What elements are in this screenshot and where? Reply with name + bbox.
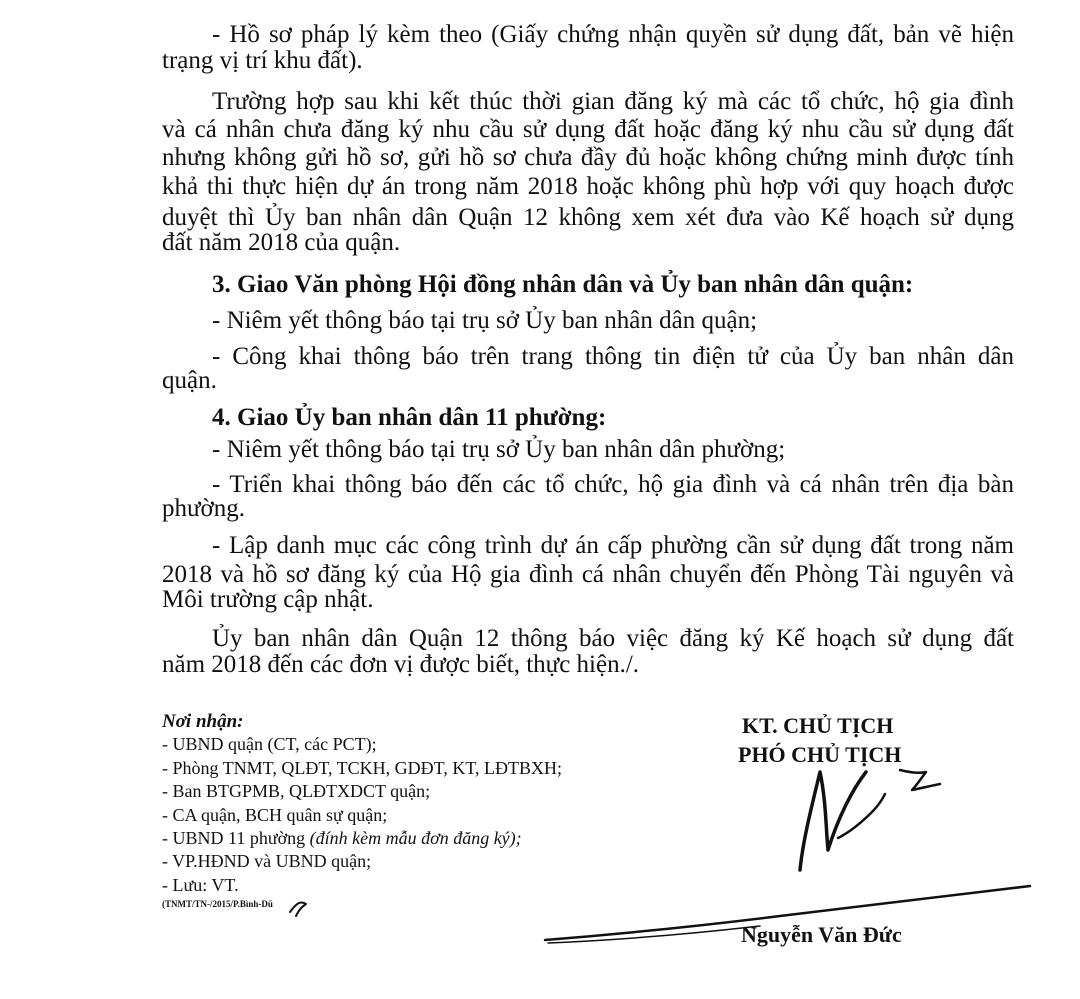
paragraph-line: và cá nhân chưa đăng ký nhu cầu sử dụng đất hoặc đăng ký nhu cầu sử dụng đất [162, 116, 1014, 143]
recipient-item: - UBND quận (CT, các PCT); [162, 734, 377, 755]
bullet-line: - Triển khai thông báo đến các tổ chức, hộ gia đình và cá nhân trên địa bàn [212, 471, 1014, 498]
bullet-line: - Niêm yết thông báo tại trụ sở Ủy ban nhân dân phường; [212, 436, 786, 463]
paragraph-line: duyệt thì Ủy ban nhân dân Quận 12 không xem xét đưa vào Kế hoạch sử dụng [162, 204, 1014, 231]
closing-line: Ủy ban nhân dân Quận 12 thông báo việc đăng ký Kế hoạch sử dụng đất [212, 625, 1014, 652]
closing-line: năm 2018 đến các đơn vị được biết, thực hiện./. [162, 651, 640, 678]
signature-title: KT. CHỦ TỊCH [742, 713, 894, 738]
recipient-item: - Lưu: VT. [162, 874, 239, 895]
recipient-item-text: - UBND 11 phường [162, 828, 310, 849]
bullet-line: - Lập danh mục các công trình dự án cấp phường cần sử dụng đất trong năm [212, 532, 1014, 559]
section-heading: 4. Giao Ủy ban nhân dân 11 phường: [212, 404, 607, 431]
bullet-line: 2018 và hồ sơ đăng ký của Hộ gia đình cá nhân chuyển đến Phòng Tài nguyên và [162, 561, 1014, 588]
paragraph-line: trạng vị trí khu đất). [162, 47, 363, 74]
paragraph-line: khả thi thực hiện dự án trong năm 2018 hoặc không phù hợp với quy hoạch được [162, 173, 1014, 200]
bullet-line: Môi trường cập nhật. [162, 586, 374, 613]
recipient-item: - Ban BTGPMB, QLĐTXDCT quận; [162, 781, 431, 802]
section-heading: 3. Giao Văn phòng Hội đồng nhân dân và Ủy ban nhân dân quận: [212, 271, 914, 298]
reference-code: (TNMT/TN-/2015/P.Bình-Dũ [162, 899, 273, 910]
recipient-item: - Phòng TNMT, QLĐT, TCKH, GDĐT, KT, LĐTBXH; [162, 757, 562, 778]
recipients-title: Nơi nhận: [162, 711, 244, 732]
paragraph-line: Trường hợp sau khi kết thúc thời gian đăng ký mà các tổ chức, hộ gia đình [212, 88, 1014, 115]
paragraph-line: đất năm 2018 của quận. [162, 229, 401, 256]
recipient-item: - CA quận, BCH quân sự quận; [162, 804, 388, 825]
bullet-line: - Công khai thông báo trên trang thông tin điện tử của Ủy ban nhân dân [212, 343, 1014, 370]
signer-name: Nguyễn Văn Đức [741, 922, 902, 947]
recipient-item-note: (đính kèm mẫu đơn đăng ký); [309, 828, 522, 849]
paragraph-line: - Hồ sơ pháp lý kèm theo (Giấy chứng nhận quyền sử dụng đất, bản vẽ hiện [212, 21, 1014, 48]
signature-subtitle: PHÓ CHỦ TỊCH [738, 742, 902, 767]
bullet-line: - Niêm yết thông báo tại trụ sở Ủy ban nhân dân quận; [212, 307, 758, 334]
bullet-line: quận. [162, 367, 217, 394]
paragraph-line: nhưng không gửi hồ sơ, gửi hồ sơ chưa đầy đủ hoặc không chứng minh được tính [162, 144, 1014, 171]
recipient-item: - VP.HĐND và UBND quận; [162, 851, 372, 872]
bullet-line: phường. [162, 495, 246, 522]
